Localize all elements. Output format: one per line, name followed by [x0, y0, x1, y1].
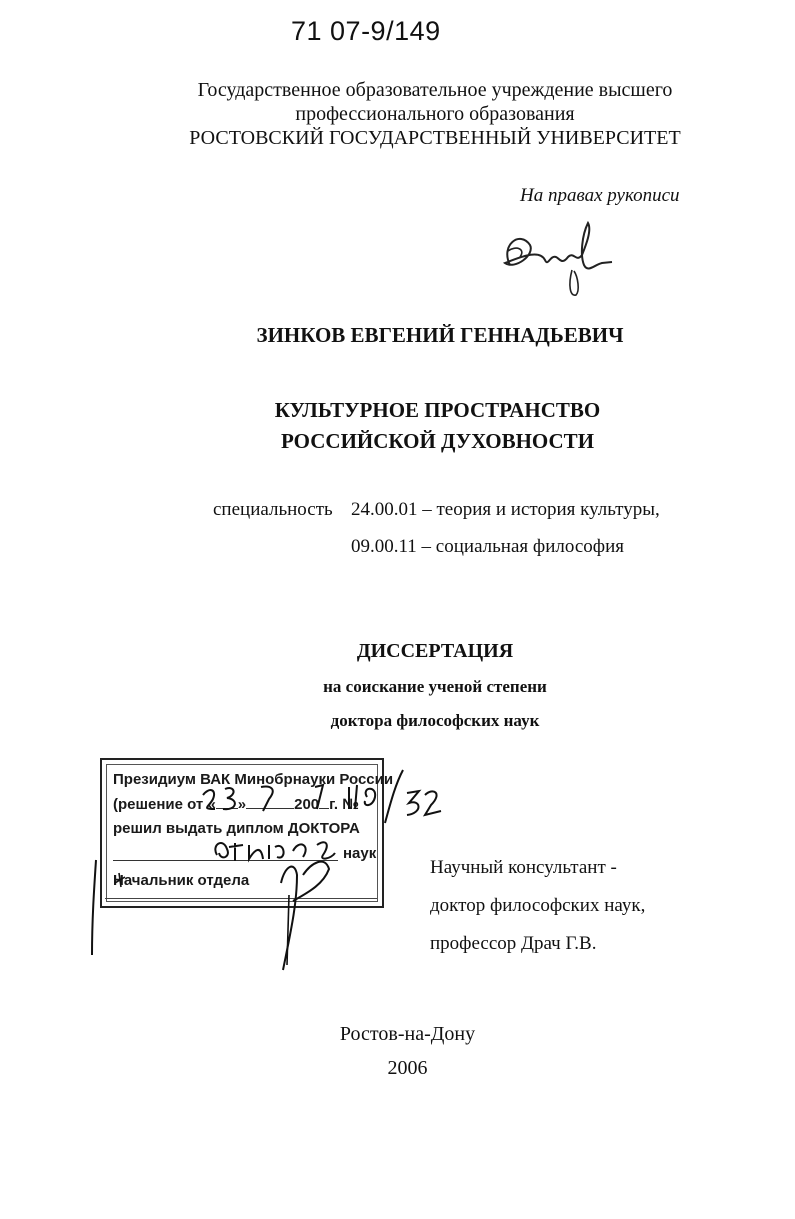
stamp-line-3: решил выдать диплом ДОКТОРА: [113, 820, 360, 837]
institution-block: [170, 78, 700, 150]
stamp-decision-year: 200: [294, 796, 320, 813]
stamp-decision-suffix: г. №: [329, 796, 359, 813]
advisor-block: [430, 849, 645, 963]
stamp-line-5: Начальник отдела: [113, 872, 250, 889]
author-signature: [490, 215, 630, 305]
dissertation-title: [200, 395, 675, 457]
specialty-line-1: 24.00.01 – теория и история культуры,: [351, 499, 660, 520]
place: Ростов-на-Дону: [339, 1023, 476, 1045]
stamp-line-1: Президиум ВАК Минобрнауки России: [113, 771, 394, 788]
advisor-line-2: доктор философских наук,: [430, 895, 646, 916]
institution-line-2: профессионального образования: [295, 103, 575, 125]
author-name: ЗИНКОВ ЕВГЕНИЙ ГЕННАДЬЕВИЧ: [256, 323, 624, 347]
institution-line-3: РОСТОВСКИЙ ГОСУДАРСТВЕННЫЙ УНИВЕРСИТЕТ: [189, 127, 681, 149]
work-type-line-1: на соискание ученой степени: [323, 677, 547, 696]
stamp-handwriting: [85, 765, 445, 985]
title-line-1: КУЛЬТУРНОЕ ПРОСТРАНСТВО: [274, 398, 601, 422]
advisor-line-3: профессор Драч Г.В.: [430, 933, 597, 954]
stamp-decision-mid: »: [237, 796, 247, 813]
work-type-line-2: доктора философских наук: [330, 711, 540, 730]
institution-line-1: Государственное образовательное учреждение высшего: [197, 79, 673, 101]
stamp-decision-prefix: (решение от «: [113, 796, 216, 813]
margin-marks: [86, 840, 106, 960]
specialty-label: специальность: [213, 499, 333, 520]
year: 2006: [387, 1057, 428, 1079]
manuscript-rights: На правах рукописи: [520, 185, 680, 206]
work-type-heading: ДИССЕРТАЦИЯ: [356, 640, 514, 662]
title-line-2: РОССИЙСКОЙ ДУХОВНОСТИ: [280, 429, 595, 453]
catalog-number: 71 07-9/149: [291, 16, 441, 46]
stamp-line-4-suffix: наук: [343, 845, 377, 862]
specialty-line-2: 09.00.11 – социальная философия: [351, 536, 624, 557]
advisor-line-1: Научный консультант -: [430, 857, 617, 878]
